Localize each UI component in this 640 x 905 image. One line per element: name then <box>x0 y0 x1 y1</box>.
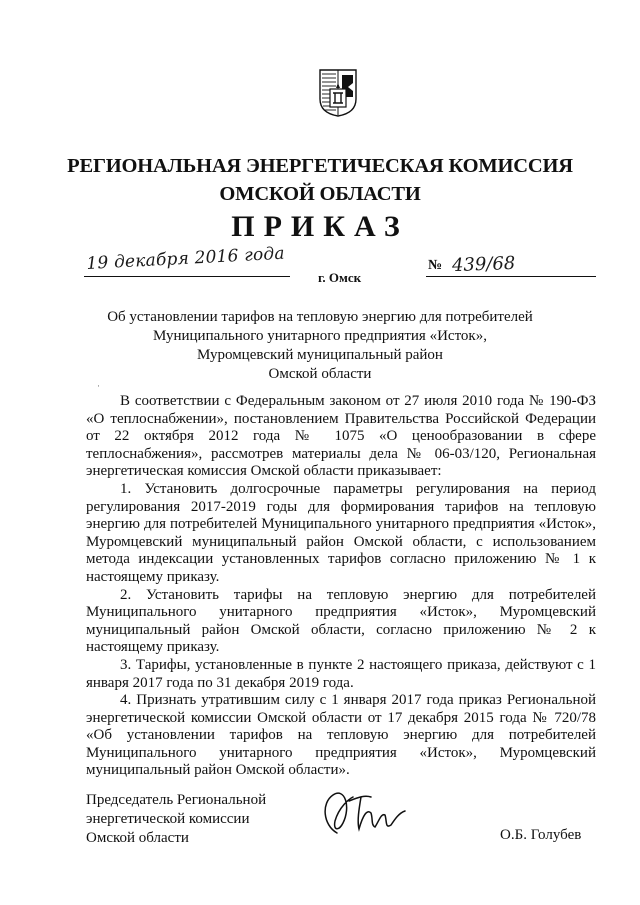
subject-line-3: Муромцевский муниципальный район <box>197 347 443 363</box>
handwritten-signature <box>315 785 425 840</box>
signatory-title-line-2: энергетической комиссии <box>86 811 250 827</box>
handwritten-date: 19 декабря 2016 года <box>85 243 286 274</box>
date-underline <box>84 276 290 277</box>
number-label: № <box>428 258 443 273</box>
order-subject <box>70 308 570 384</box>
handwritten-number: 439/68 <box>451 252 516 277</box>
signatory-title-line-1: Председатель Региональной <box>86 792 267 808</box>
order-item-1: 1. Установить долгосрочные параметры регулирования на период регулирования 2017-2019 годы для формирования тарифов на тепловую энергию для потребителей Муниципального унитарного предприятия «Исток», Муромцевский муниципальный район Омской области, с использованием метода индексации установленных тарифов согласно приложению № 1 к настоящему приказу. <box>86 480 596 585</box>
signatory-title <box>86 791 266 848</box>
number-underline <box>426 276 596 277</box>
subject-line-4: Омской области <box>268 366 372 382</box>
organization-line-2: ОМСКОЙ ОБЛАСТИ <box>219 183 421 205</box>
organization-line-1: РЕГИОНАЛЬНАЯ ЭНЕРГЕТИЧЕСКАЯ КОМИССИЯ <box>67 155 573 177</box>
order-item-2: 2. Установить тарифы на тепловую энергию для потребителей Муниципального унитарного предприятия «Исток», Муромцевский муниципальный район Омской области, согласно приложению № 2 к настоящему приказу. <box>86 586 596 656</box>
organization-name <box>60 152 580 208</box>
document-type-heading: ПРИКАЗ <box>231 210 409 243</box>
order-body <box>86 393 596 780</box>
margin-mark: · <box>97 381 100 391</box>
order-item-4: 4. Признать утратившим силу с 1 января 2017 года приказ Региональной энергетической комиссии Омской области от 17 декабря 2015 года № 720/78 «Об установлении тарифов на тепловую энергию для потребителей Муниципального унитарного предприятия «Исток», Муромцевский муниципальный район Омской области». <box>86 692 596 779</box>
coat-of-arms-emblem <box>319 69 357 117</box>
signer-name: О.Б. Голубев <box>500 827 582 843</box>
subject-line-1: Об установлении тарифов на тепловую энергию для потребителей <box>107 309 533 325</box>
signatory-title-line-3: Омской области <box>86 830 189 846</box>
city-label: г. Омск <box>318 270 362 285</box>
subject-line-2: Муниципального унитарного предприятия «Исток», <box>153 328 487 344</box>
order-item-3: 3. Тарифы, установленные в пункте 2 настоящего приказа, действуют с 1 января 2017 года по 31 декабря 2019 года. <box>86 656 596 691</box>
preamble-paragraph: В соответствии с Федеральным законом от 27 июля 2010 года № 190-ФЗ «О теплоснабжении», постановлением Правительства Российской Федерации от 22 октября 2012 года № 1075 «О ценообразовании в сфере теплоснабжения», рассмотрев материалы дела № 06-03/120, Региональная энергетическая комиссия Омской области приказывает: <box>86 393 596 480</box>
